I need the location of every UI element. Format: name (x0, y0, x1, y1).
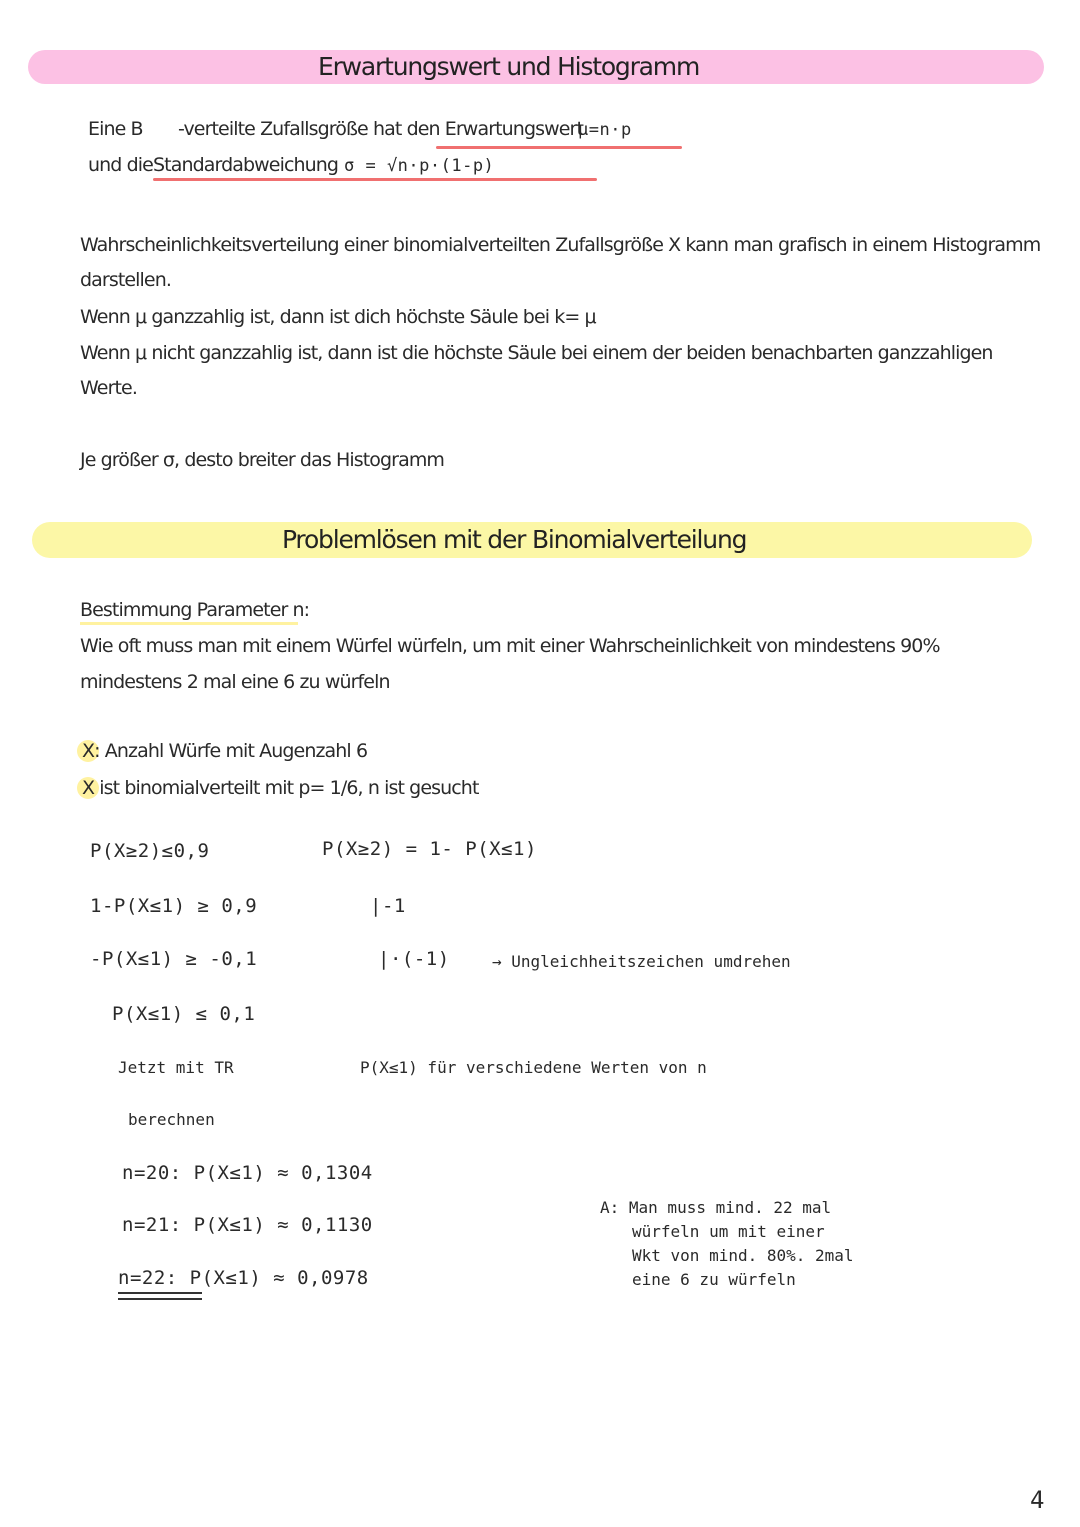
answer-line: Wkt von mind. 80%. 2mal (632, 1246, 854, 1265)
result-line: n=21: P(X≤1) ≈ 0,1130 (122, 1214, 373, 1236)
answer-line: eine 6 zu würfeln (632, 1270, 796, 1289)
paragraph: darstellen. (80, 269, 171, 291)
subheading: Bestimmung Parameter n: (80, 599, 310, 621)
paragraph: Werte. (80, 377, 137, 399)
answer-line: würfeln um mit einer (632, 1222, 825, 1241)
calc-line: berechnen (128, 1110, 215, 1129)
text-line: Standardabweichung (153, 154, 339, 176)
text-line: und die (88, 154, 153, 176)
calc-note: → Ungleichheitszeichen umdrehen (492, 952, 791, 971)
highlight-line (153, 178, 597, 181)
calc-line: -P(X≤1) ≥ -0,1 (90, 948, 258, 970)
variable-definition: X: Anzahl Würfe mit Augenzahl 6 (82, 740, 368, 762)
calc-line: P(X≥2) = 1- P(X≤1) (322, 838, 537, 860)
calc-line: Jetzt mit TR (118, 1058, 234, 1077)
question-line: mindestens 2 mal eine 6 zu würfeln (80, 671, 390, 693)
calc-line: P(X≤1) ≤ 0,1 (112, 1003, 256, 1025)
section-title-2: Problemlösen mit der Binomialverteilung (282, 525, 747, 554)
highlight-line (436, 146, 682, 149)
double-underline (118, 1292, 202, 1294)
section-title-1: Erwartungswert und Histogramm (318, 52, 700, 81)
subheading-underline (80, 622, 298, 625)
result-line: n=20: P(X≤1) ≈ 0,1304 (122, 1162, 373, 1184)
page-number: 4 (1030, 1486, 1045, 1514)
paragraph: Wenn μ nicht ganzzahlig ist, dann ist die höchste Säule bei einem der beiden benachbarten ganzzahligen (80, 342, 993, 364)
sigma-formula: σ = √n·p·(1-p) (344, 156, 495, 176)
text-line: Eine B (88, 118, 143, 140)
double-underline (118, 1298, 202, 1300)
paragraph: Je größer σ, desto breiter das Histogramm (80, 449, 445, 471)
calc-note: |-1 (370, 895, 406, 917)
answer-line: A: Man muss mind. 22 mal (600, 1198, 832, 1217)
paragraph: Wenn μ ganzzahlig ist, dann ist dich höchste Säule bei k= μ (80, 306, 596, 328)
result-line: n=22: P(X≤1) ≈ 0,0978 (118, 1267, 369, 1289)
calc-note: |·(-1) (378, 948, 450, 970)
calc-line: P(X≥2)≤0,9 (90, 840, 210, 862)
text-line: -verteilte Zufallsgröße hat den Erwartungswert (178, 118, 583, 140)
variable-definition: X ist binomialverteilt mit p= 1/6, n ist gesucht (82, 777, 479, 799)
question-line: Wie oft muss man mit einem Würfel würfeln, um mit einer Wahrscheinlichkeit von mindestens 90% (80, 635, 940, 657)
calc-line: P(X≤1) für verschiedene Werten von n (360, 1058, 707, 1077)
paragraph: Wahrscheinlichkeitsverteilung einer binomialverteilten Zufallsgröße X kann man grafisch in einem Histogramm (80, 234, 1041, 256)
calc-line: 1-P(X≤1) ≥ 0,9 (90, 895, 258, 917)
mu-formula: μ=n·p (578, 120, 632, 140)
